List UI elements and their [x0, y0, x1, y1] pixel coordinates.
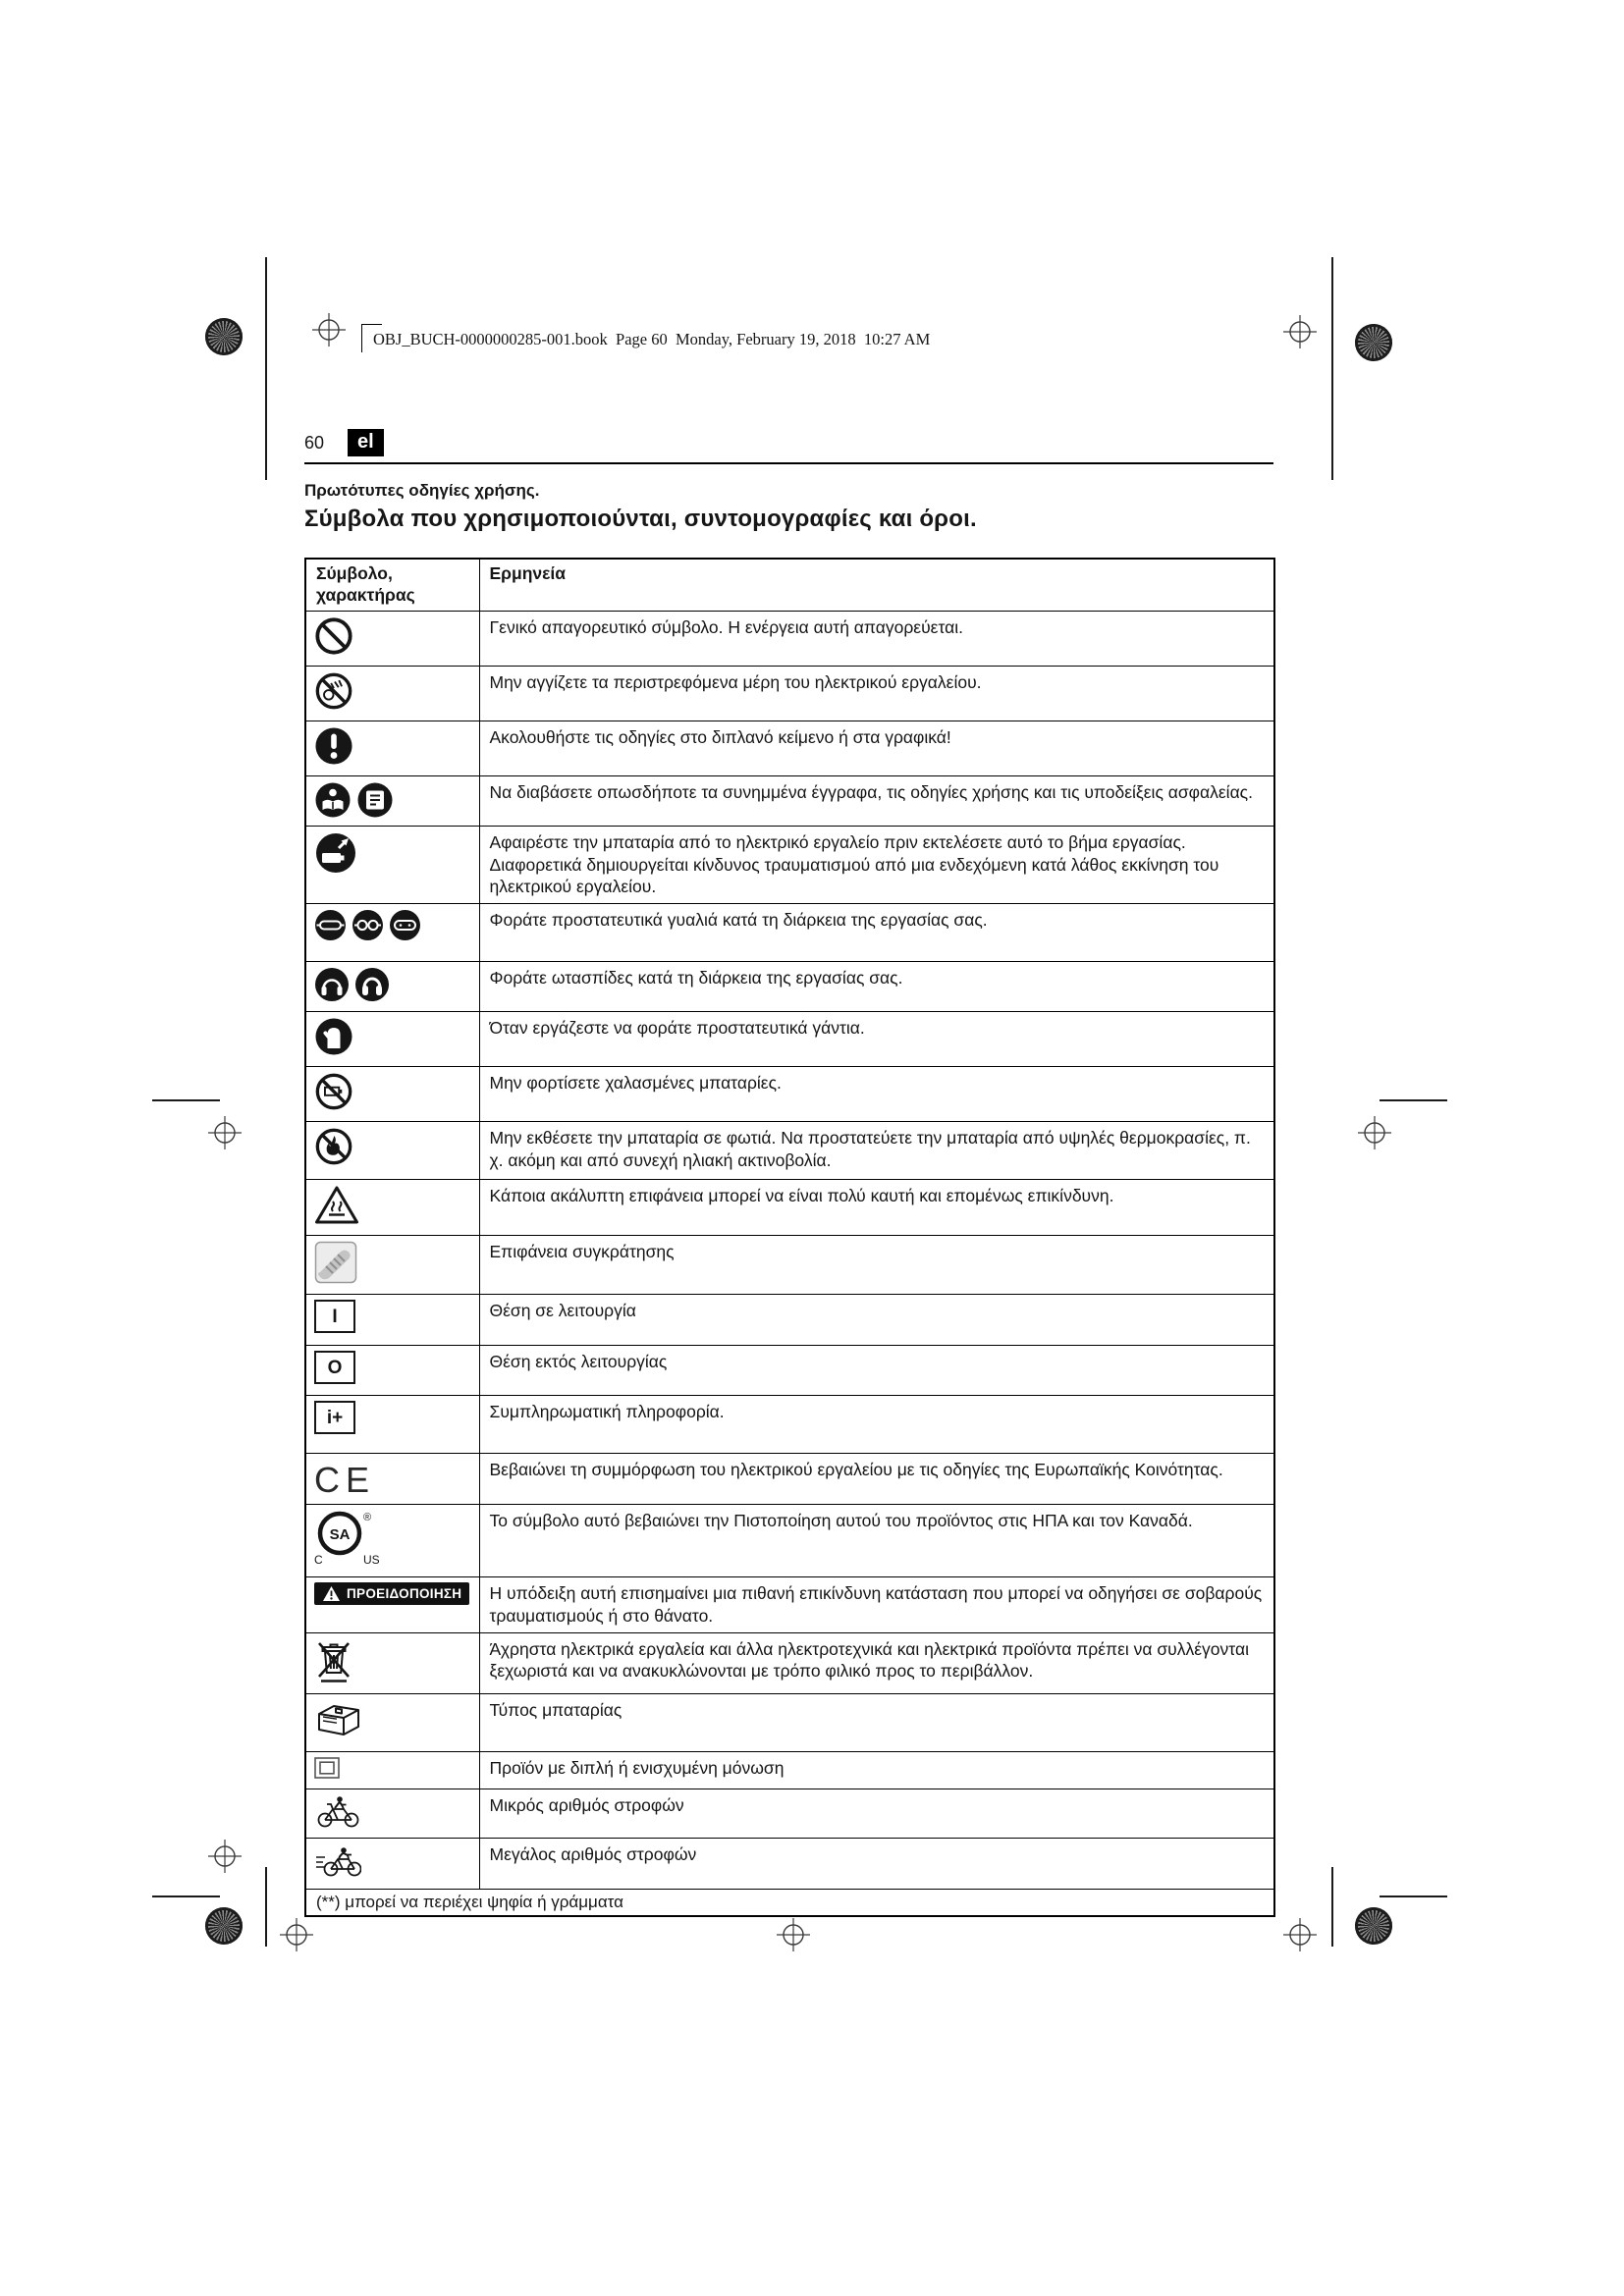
ce-mark-icon: CE [314, 1460, 376, 1500]
ink-disc-top-right [1355, 324, 1392, 361]
trim-mark [1331, 1867, 1333, 1947]
power-off-icon: O [314, 1351, 355, 1384]
symbol-meaning: Γενικό απαγορευτικό σύμβολο. Η ενέργεια αυτή απαγορεύεται. [479, 611, 1274, 666]
symbol-meaning: Αφαιρέστε την μπαταρία από το ηλεκτρικό εργαλείο πριν εκτελέσετε αυτό το βήμα εργασίας. Διαφορετικά δημιουργείται κίνδυνος τραυματισμού από μια ενδεχόμενη κατά λάθος εκκίνηση του ηλεκτρικού εργαλείου. [479, 826, 1274, 903]
symbol-meaning: Θέση σε λειτουργία [479, 1295, 1274, 1346]
ink-disc-bottom-left [205, 1907, 243, 1945]
header-rule [304, 462, 1273, 464]
registration-mark-icon [208, 1116, 242, 1149]
symbol-meaning: Επιφάνεια συγκράτησης [479, 1236, 1274, 1295]
table-row [305, 666, 1274, 721]
symbol-meaning: Φοράτε προστατευτικά γυαλιά κατά τη διάρκεια της εργασίας σας. [479, 904, 1274, 962]
csa-c-label: C [314, 1553, 323, 1567]
table-row [305, 1295, 1274, 1346]
table-row [305, 1346, 1274, 1396]
table-row [305, 1789, 1274, 1838]
table-row [305, 1067, 1274, 1122]
warning-triangle-icon [322, 1585, 341, 1602]
double-insulation-icon [314, 1757, 340, 1779]
remove-battery-icon [314, 831, 357, 875]
weee-crossed-bin-icon [314, 1638, 353, 1683]
face-shield-icon [389, 909, 421, 941]
symbol-meaning: Να διαβάσετε οπωσδήποτε τα συνημμένα έγγραφα, τις οδηγίες χρήσης και τις υποδείξεις ασφαλείας. [479, 775, 1274, 826]
symbol-meaning: Ακολουθήστε τις οδηγίες στο διπλανό κείμενο ή στα γραφικά! [479, 721, 1274, 775]
symbol-meaning: Κάποια ακάλυπτη επιφάνεια μπορεί να είναι πολύ καυτή και επομένως επικίνδυνη. [479, 1180, 1274, 1236]
symbol-meaning: Μικρός αριθμός στροφών [479, 1789, 1274, 1838]
table-row [305, 611, 1274, 666]
symbol-meaning: Η υπόδειξη αυτή επισημαίνει μια πιθανή επικίνδυνη κατάσταση που μπορεί να οδηγήσει σε σοβαρούς τραυματισμούς ή στο θάνατο. [479, 1577, 1274, 1633]
registration-mark-icon [280, 1918, 313, 1951]
table-row [305, 1751, 1274, 1789]
csa-us-label: US [363, 1553, 380, 1567]
warning-badge-label: ΠΡΟΕΙΔΟΠΟΙΗΣΗ [347, 1586, 462, 1601]
trim-mark [152, 1896, 220, 1897]
no-charging-damaged-battery-icon [314, 1072, 353, 1111]
registration-mark-icon [777, 1918, 810, 1951]
table-row [305, 1838, 1274, 1889]
table-row [305, 904, 1274, 962]
symbol-meaning: Τύπος μπαταρίας [479, 1693, 1274, 1751]
earmuffs-icon [354, 967, 390, 1002]
table-row [305, 1236, 1274, 1295]
csa-mark-icon [314, 1510, 383, 1567]
table-row [305, 1632, 1274, 1693]
table-row [305, 962, 1274, 1012]
supplementary-info-icon: i+ [314, 1401, 355, 1434]
table-row [305, 1396, 1274, 1454]
symbol-meaning: Άχρηστα ηλεκτρικά εργαλεία και άλλα ηλεκτροτεχνικά και ηλεκτρικά προϊόντα πρέπει να συλλέγονται ξεχωριστά και να ανακυκλώνονται με τρόπο φιλικό προς το περιβάλλον. [479, 1632, 1274, 1693]
grip-surface-icon [314, 1241, 357, 1284]
battery-pack-icon [314, 1699, 363, 1740]
ear-protection-icon [314, 967, 350, 1002]
symbol-meaning: Όταν εργάζεστε να φοράτε προστατευτικά γάντια. [479, 1012, 1274, 1067]
trim-mark [152, 1099, 220, 1101]
col-header-symbol: Σύμβολο, χαρακτήρας [305, 559, 479, 611]
col-header-meaning: Ερμηνεία [479, 559, 1274, 611]
symbol-meaning: Το σύμβολο αυτό βεβαιώνει την Πιστοποίηση αυτού του προϊόντος στις ΗΠΑ και τον Καναδά. [479, 1505, 1274, 1577]
follow-instructions-icon [314, 726, 353, 766]
low-speed-bicycle-icon [314, 1794, 361, 1828]
ink-disc-top-left [205, 318, 243, 355]
table-row [305, 1693, 1274, 1751]
table-row [305, 1122, 1274, 1180]
registration-mark-icon [208, 1840, 242, 1873]
page-title: Σύμβολα που χρησιμοποιούνται, συντομογραφίες και όροι. [304, 506, 977, 532]
table-footnote-row [305, 1889, 1274, 1916]
table-row [305, 1454, 1274, 1505]
trim-mark [1380, 1896, 1447, 1897]
hot-surface-warning-icon [314, 1185, 359, 1225]
symbol-meaning: Μεγάλος αριθμός στροφών [479, 1838, 1274, 1889]
page-id-row [304, 429, 384, 456]
registration-mark-icon [312, 313, 346, 347]
table-header-row [305, 559, 1274, 611]
symbol-meaning: Μην αγγίζετε τα περιστρεφόμενα μέρη του ηλεκτρικού εργαλείου. [479, 666, 1274, 721]
manual-book-icon [356, 781, 394, 819]
table-row [305, 826, 1274, 903]
prohibition-icon [314, 616, 353, 656]
table-row [305, 775, 1274, 826]
symbol-meaning: Μην φορτίσετε χαλασμένες μπαταρίες. [479, 1067, 1274, 1122]
high-speed-bicycle-icon [314, 1843, 361, 1877]
protective-gloves-icon [314, 1017, 353, 1056]
symbol-meaning: Μην εκθέσετε την μπαταρία σε φωτιά. Να προστατεύετε την μπαταρία από υψηλές θερμοκρασίες, π. χ. ακόμη και από συνεχή ηλιακή ακτινοβολία. [479, 1122, 1274, 1180]
page-number: 60 [304, 432, 325, 453]
registration-mark-icon [1358, 1116, 1391, 1149]
symbol-meaning: Θέση εκτός λειτουργίας [479, 1346, 1274, 1396]
table-row [305, 1012, 1274, 1067]
trim-mark [1380, 1099, 1447, 1101]
symbol-meaning: Προϊόν με διπλή ή ενισχυμένη μόνωση [479, 1751, 1274, 1789]
csa-circle-icon [316, 1510, 363, 1557]
registration-mark-icon [1283, 315, 1317, 348]
no-fire-icon [314, 1127, 353, 1166]
intro-line: Πρωτότυπες οδηγίες χρήσης. [304, 481, 540, 500]
power-on-icon: I [314, 1300, 355, 1333]
symbol-meaning: Φοράτε ωτασπίδες κατά τη διάρκεια της εργασίας σας. [479, 962, 1274, 1012]
book-header: OBJ_BUCH-0000000285-001.book Page 60 Monday, February 19, 2018 10:27 AM [373, 330, 931, 348]
trim-mark [265, 257, 267, 480]
safety-goggles-icon [314, 909, 347, 941]
no-touch-rotating-parts-icon [314, 671, 353, 711]
table-footnote: (**) μπορεί να περιέχει ψηφία ή γράμματα [305, 1889, 1274, 1916]
trim-mark [1331, 257, 1333, 480]
svg-text:SA: SA [329, 1526, 351, 1543]
table-row [305, 1577, 1274, 1633]
table-row [305, 1505, 1274, 1577]
read-person-icon [314, 781, 352, 819]
language-badge: el [348, 429, 384, 456]
trim-mark [265, 1867, 267, 1947]
table-row [305, 1180, 1274, 1236]
warning-badge [314, 1582, 469, 1605]
registered-trademark-label: ® [363, 1512, 372, 1523]
ink-disc-bottom-right [1355, 1907, 1392, 1945]
safety-glasses-icon [352, 909, 384, 941]
symbol-meaning: Βεβαιώνει τη συμμόρφωση του ηλεκτρικού εργαλείου με τις οδηγίες της Ευρωπαϊκής Κοινότητας. [479, 1454, 1274, 1505]
table-row [305, 721, 1274, 775]
symbols-table [304, 558, 1275, 1917]
symbol-meaning: Συμπληρωματική πληροφορία. [479, 1396, 1274, 1454]
registration-mark-icon [1283, 1918, 1317, 1951]
